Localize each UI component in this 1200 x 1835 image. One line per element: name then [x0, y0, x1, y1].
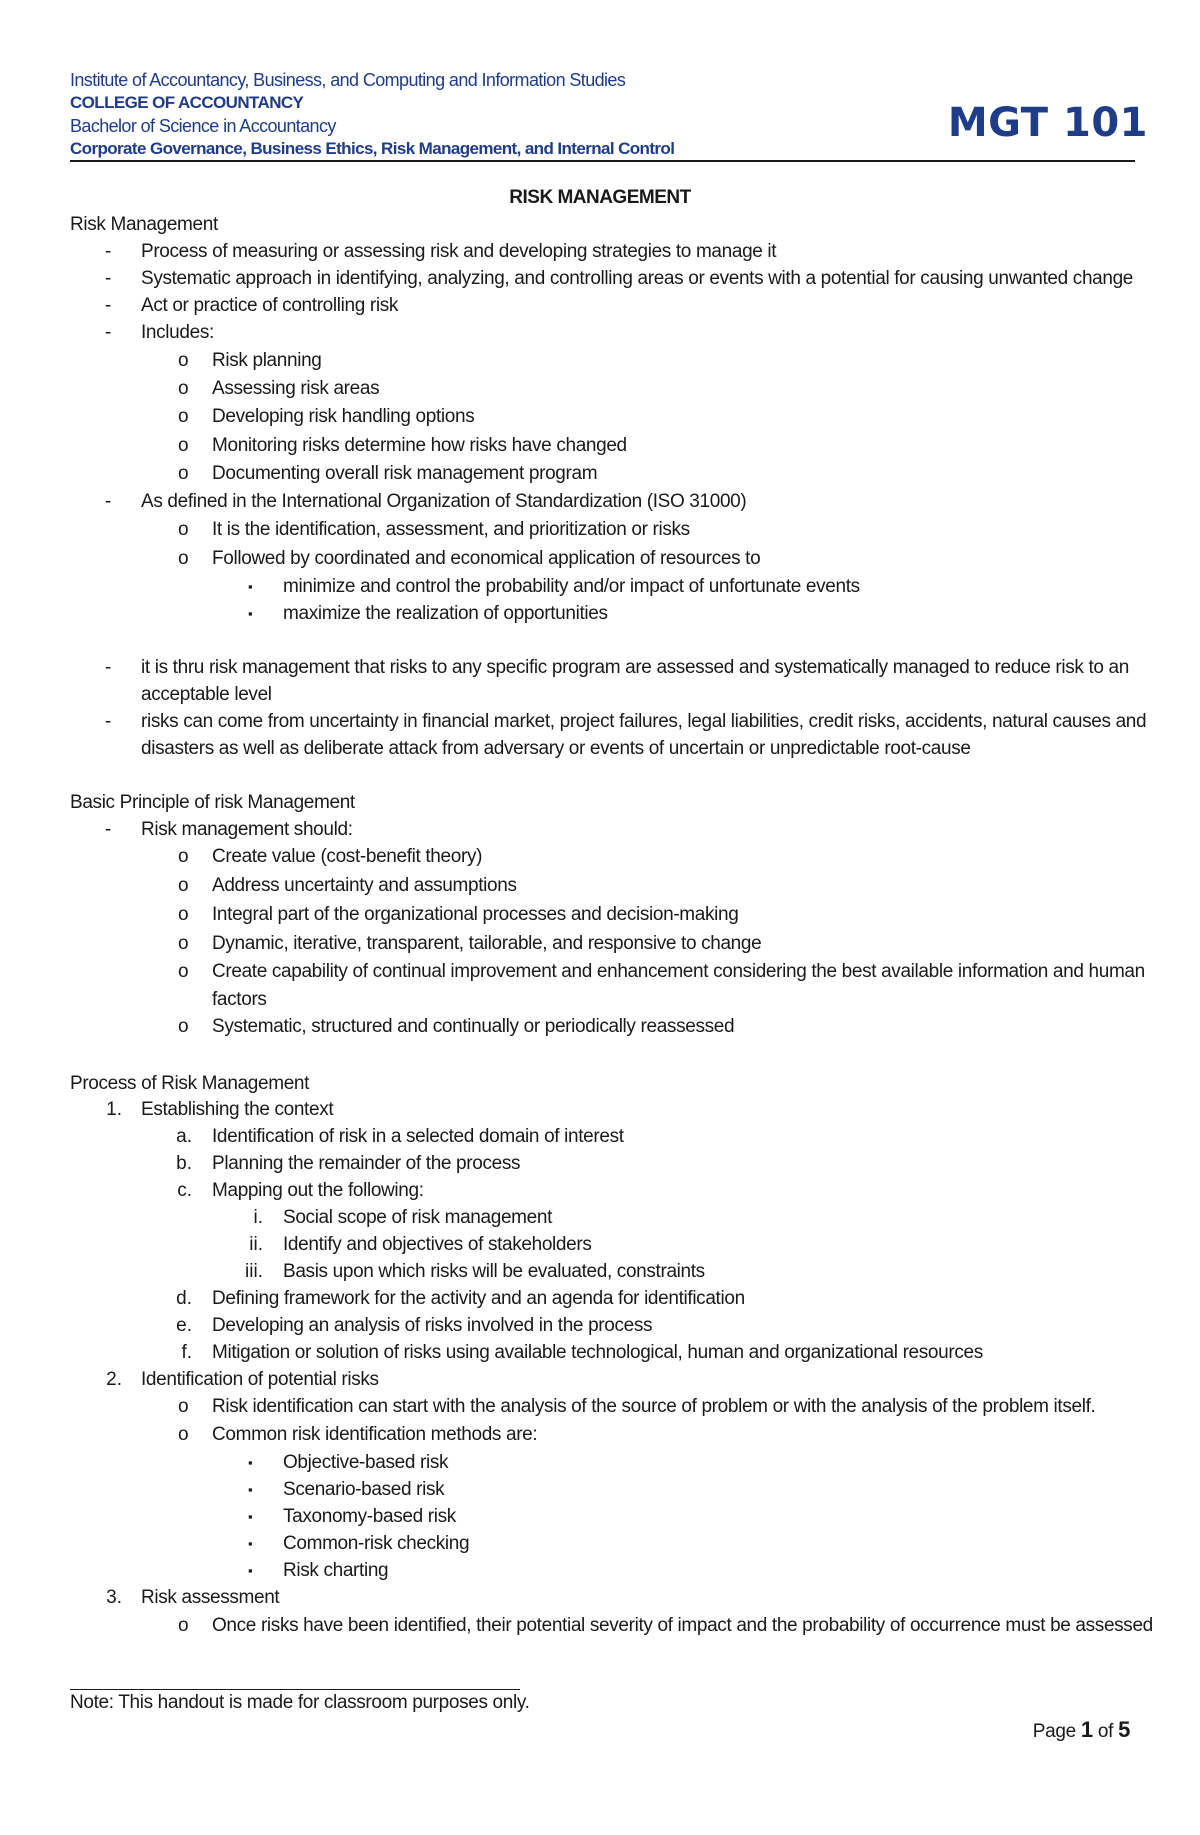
- dash-bullet: -: [105, 657, 112, 678]
- circle-bullet: o: [178, 904, 189, 925]
- page-current: 1: [1080, 1717, 1093, 1742]
- circle-bullet: o: [178, 406, 189, 427]
- dash-bullet: -: [105, 819, 112, 840]
- circle-bullet: o: [178, 875, 189, 896]
- list-item: Risk identification can start with the analysis of the source of problem or with the analysis of the problem itself.: [212, 1396, 1096, 1417]
- list-item: Mapping out the following:: [212, 1180, 424, 1201]
- roman-marker: i.: [253, 1207, 263, 1228]
- page-number: [1033, 1717, 1130, 1743]
- circle-bullet: o: [178, 1396, 189, 1417]
- list-item: minimize and control the probability and/or impact of unfortunate events: [283, 576, 860, 597]
- letter-marker: c.: [177, 1180, 192, 1201]
- letter-marker: f.: [181, 1342, 192, 1363]
- circle-bullet: o: [178, 1615, 189, 1636]
- list-item: Assessing risk areas: [212, 378, 380, 399]
- circle-bullet: o: [178, 463, 189, 484]
- program-name: Bachelor of Science in Accountancy: [70, 116, 336, 136]
- list-item: Address uncertainty and assumptions: [212, 875, 517, 896]
- number-marker: 3.: [106, 1587, 122, 1608]
- list-item: Identify and objectives of stakeholders: [283, 1234, 592, 1255]
- page-of: of: [1097, 1721, 1114, 1742]
- square-bullet: ▪: [248, 1509, 253, 1524]
- course-title: Corporate Governance, Business Ethics, Risk Management, and Internal Control: [70, 139, 675, 158]
- square-bullet: ▪: [248, 1536, 253, 1551]
- square-bullet: ▪: [248, 1482, 253, 1497]
- list-item: Create value (cost-benefit theory): [212, 846, 483, 867]
- list-item: Followed by coordinated and economical application of resources to: [212, 548, 761, 569]
- list-item: Objective-based risk: [283, 1452, 449, 1473]
- list-item-continuation: factors: [212, 989, 267, 1010]
- circle-bullet: o: [178, 1016, 189, 1037]
- dash-bullet: -: [105, 491, 112, 512]
- list-item: As defined in the International Organization of Standardization (ISO 31000): [141, 491, 747, 512]
- section-heading: Risk Management: [70, 214, 218, 235]
- dash-bullet: -: [105, 322, 112, 343]
- list-item: Risk planning: [212, 350, 322, 371]
- list-item: Establishing the context: [141, 1099, 334, 1120]
- college-name: COLLEGE OF ACCOUNTANCY: [70, 93, 304, 112]
- list-item: Risk assessment: [141, 1587, 280, 1608]
- list-item: risks can come from uncertainty in financial market, project failures, legal liabilities, credit risks, accidents, natural causes and: [141, 711, 1147, 732]
- page-word: Page: [1032, 1721, 1076, 1742]
- footer-note: Note: This handout is made for classroom purposes only.: [70, 1692, 530, 1713]
- list-item: Once risks have been identified, their potential severity of impact and the probability of occurrence must be assessed: [212, 1615, 1153, 1636]
- list-item: Dynamic, iterative, transparent, tailorable, and responsive to change: [212, 933, 762, 954]
- dash-bullet: -: [105, 268, 112, 289]
- list-item: Process of measuring or assessing risk and developing strategies to manage it: [141, 241, 777, 262]
- list-item: Common-risk checking: [283, 1533, 470, 1554]
- letter-marker: b.: [176, 1153, 192, 1174]
- list-item: maximize the realization of opportunities: [283, 603, 608, 624]
- circle-bullet: o: [178, 846, 189, 867]
- square-bullet: ▪: [248, 1563, 253, 1578]
- number-marker: 2.: [106, 1369, 122, 1390]
- list-item: Documenting overall risk management program: [212, 463, 598, 484]
- dash-bullet: -: [105, 295, 112, 316]
- list-item: Taxonomy-based risk: [283, 1506, 456, 1527]
- letter-marker: d.: [176, 1288, 192, 1309]
- list-item: Developing risk handling options: [212, 406, 475, 427]
- list-item-continuation: acceptable level: [141, 684, 272, 705]
- circle-bullet: o: [178, 378, 189, 399]
- dash-bullet: -: [105, 241, 112, 262]
- list-item: Act or practice of controlling risk: [141, 295, 399, 316]
- circle-bullet: o: [178, 548, 189, 569]
- list-item: Social scope of risk management: [283, 1207, 553, 1228]
- course-code: MGT 101: [947, 100, 1148, 146]
- square-bullet: ▪: [248, 579, 253, 594]
- circle-bullet: o: [178, 350, 189, 371]
- letter-marker: e.: [176, 1315, 192, 1336]
- list-item: Systematic, structured and continually or periodically reassessed: [212, 1016, 735, 1037]
- institute-name: Institute of Accountancy, Business, and Computing and Information Studies: [70, 70, 626, 90]
- section-heading: Process of Risk Management: [70, 1073, 310, 1094]
- list-item: Developing an analysis of risks involved in the process: [212, 1315, 653, 1336]
- square-bullet: ▪: [248, 1455, 253, 1470]
- list-item: Common risk identification methods are:: [212, 1424, 538, 1445]
- dash-bullet: -: [105, 711, 112, 732]
- circle-bullet: o: [178, 435, 189, 456]
- list-item: Integral part of the organizational processes and decision-making: [212, 904, 739, 925]
- number-marker: 1.: [106, 1099, 122, 1120]
- footer-divider: [70, 1689, 520, 1690]
- list-item-continuation: disasters as well as deliberate attack from adversary or events of uncertain or unpredictable root-cause: [141, 738, 971, 759]
- header-divider: [70, 160, 1135, 162]
- list-item: Basis upon which risks will be evaluated, constraints: [283, 1261, 705, 1282]
- square-bullet: ▪: [248, 606, 253, 621]
- roman-marker: ii.: [249, 1234, 263, 1255]
- list-item: It is the identification, assessment, and prioritization or risks: [212, 519, 690, 540]
- list-item: it is thru risk management that risks to any specific program are assessed and systematically managed to reduce risk to an: [141, 657, 1129, 678]
- document-title: RISK MANAGEMENT: [509, 187, 691, 208]
- list-item: Monitoring risks determine how risks have changed: [212, 435, 627, 456]
- circle-bullet: o: [178, 933, 189, 954]
- list-item: Risk management should:: [141, 819, 353, 840]
- list-item: Create capability of continual improvement and enhancement considering the best available information and human: [212, 961, 1145, 982]
- list-item: Systematic approach in identifying, analyzing, and controlling areas or events with a potential for causing unwanted change: [141, 268, 1134, 289]
- roman-marker: iii.: [245, 1261, 263, 1282]
- page-total: 5: [1118, 1717, 1130, 1742]
- letter-marker: a.: [176, 1126, 192, 1147]
- list-item: Identification of potential risks: [141, 1369, 379, 1390]
- list-item: Risk charting: [283, 1560, 389, 1581]
- list-item: Mitigation or solution of risks using available technological, human and organizational resources: [212, 1342, 983, 1363]
- list-item: Scenario-based risk: [283, 1479, 445, 1500]
- list-item: Includes:: [141, 322, 214, 343]
- section-heading: Basic Principle of risk Management: [70, 792, 355, 813]
- list-item: Identification of risk in a selected domain of interest: [212, 1126, 624, 1147]
- list-item: Planning the remainder of the process: [212, 1153, 521, 1174]
- circle-bullet: o: [178, 1424, 189, 1445]
- circle-bullet: o: [178, 519, 189, 540]
- circle-bullet: o: [178, 961, 189, 982]
- list-item: Defining framework for the activity and an agenda for identification: [212, 1288, 745, 1309]
